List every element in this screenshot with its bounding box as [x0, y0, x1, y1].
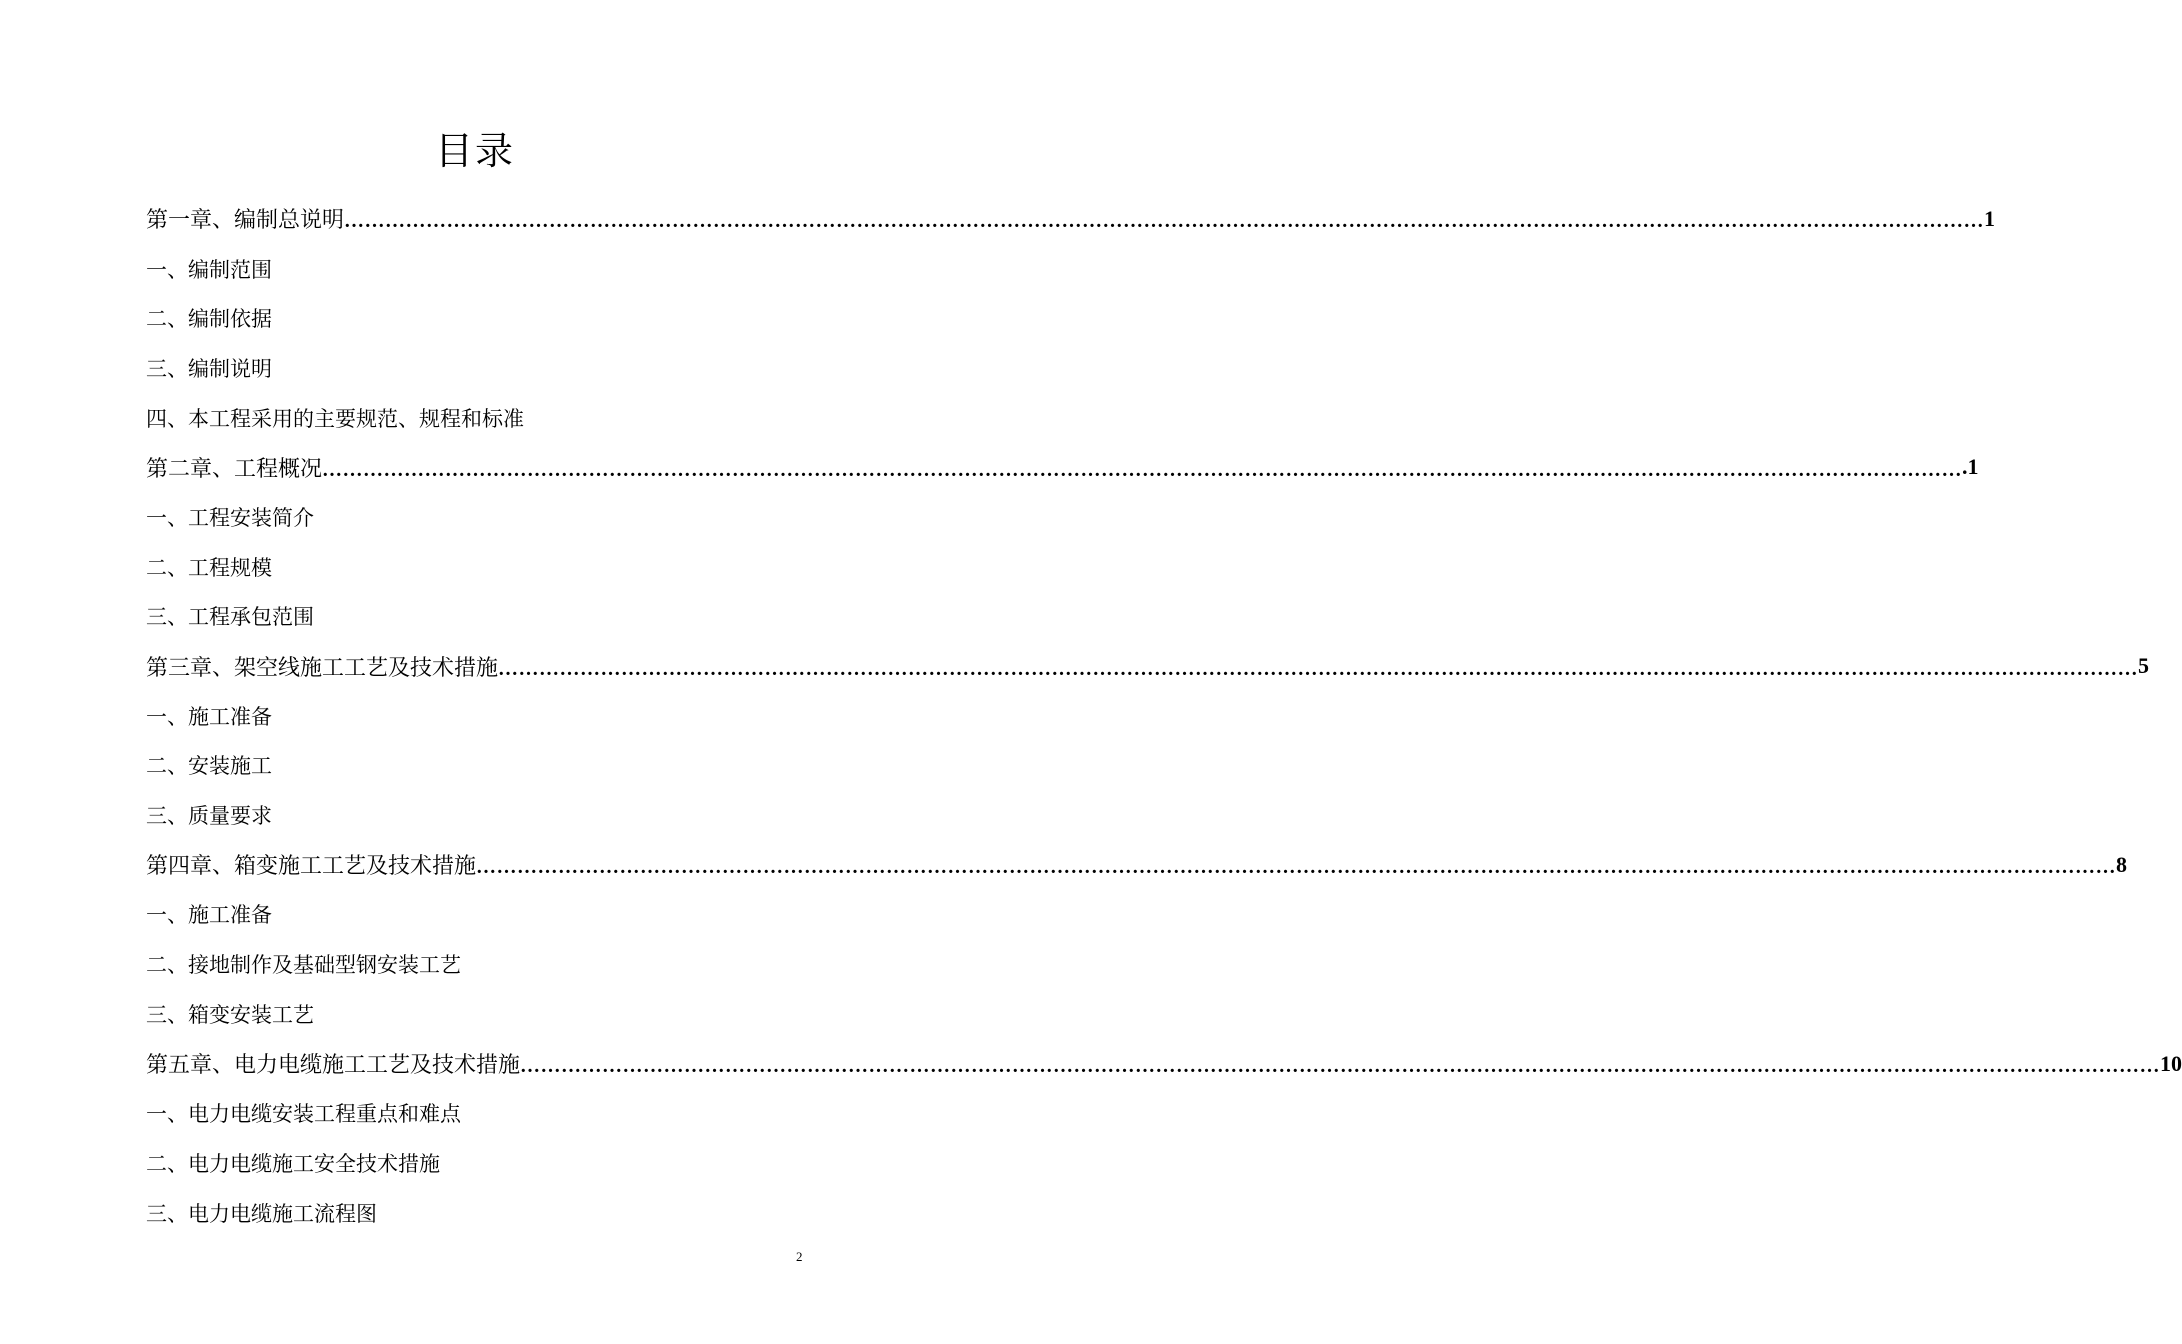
toc-entry-label: 一、施工准备 — [146, 704, 272, 729]
toc-section-entry — [146, 542, 806, 592]
table-of-contents — [146, 194, 2182, 1237]
toc-section-entry — [146, 592, 806, 642]
toc-entry-label: 二、安装施工 — [146, 754, 272, 779]
toc-entry-label: 一、编制范围 — [146, 257, 272, 282]
toc-entry-label: 二、接地制作及基础型钢安装工艺 — [146, 953, 461, 978]
toc-entry-label: 二、编制依据 — [146, 307, 272, 332]
toc-section-entry — [146, 1138, 806, 1188]
toc-section-entry — [146, 790, 806, 840]
toc-entry-label: 二、电力电缆施工安全技术措施 — [146, 1151, 440, 1176]
toc-chapter-entry — [146, 194, 1996, 244]
toc-section-entry — [146, 691, 806, 741]
toc-chapter-entry — [146, 641, 2150, 691]
toc-dot-leader: …………………………………………………………………………………………………………………………………………………………………………………………………………………… — [498, 657, 2139, 680]
toc-entry-label: 一、电力电缆安装工程重点和难点 — [146, 1102, 461, 1127]
toc-section-entry — [146, 343, 806, 393]
toc-entry-label: 三、箱变安装工艺 — [146, 1002, 314, 1027]
toc-chapter-entry — [146, 442, 1979, 492]
toc-entry-label: 一、工程安装简介 — [146, 505, 314, 530]
toc-section-entry — [146, 741, 806, 791]
toc-section-entry — [146, 1088, 806, 1138]
toc-dot-leader: …………………………………………………………………………………………………………………………………………………………………………………………………………………… — [476, 856, 2117, 879]
toc-entry-label: 三、电力电缆施工流程图 — [146, 1201, 377, 1226]
page-number: 2 — [796, 1249, 803, 1264]
toc-entry-label: 三、质量要求 — [146, 804, 272, 829]
toc-chapter-entry — [146, 1039, 2182, 1089]
toc-page-number: 10 — [2160, 1050, 2182, 1076]
toc-entry-label: 二、工程规模 — [146, 555, 272, 580]
toc-section-entry — [146, 492, 806, 542]
toc-section-entry — [146, 393, 806, 443]
toc-entry-label: 三、编制说明 — [146, 356, 272, 381]
toc-entry-label: 四、本工程采用的主要规范、规程和标准 — [146, 406, 524, 431]
toc-entry-label: 第五章、电力电缆施工工艺及技术措施 — [146, 1053, 521, 1079]
toc-section-entry — [146, 1188, 806, 1238]
toc-dot-leader: …………………………………………………………………………………………………………………………………………………………………………………………………………………… — [322, 458, 1963, 481]
toc-section-entry — [146, 293, 806, 343]
toc-dot-leader: …………………………………………………………………………………………………………………………………………………………………………………………………………………… — [344, 210, 1985, 233]
toc-entry-label: 第二章、工程概况 — [146, 456, 323, 482]
toc-page-number: 8 — [2116, 851, 2128, 877]
toc-page-number: 1 — [1984, 205, 1996, 231]
toc-section-entry — [146, 890, 806, 940]
toc-chapter-entry — [146, 840, 2128, 890]
toc-dot-leader: …………………………………………………………………………………………………………………………………………………………………………………………………………………… — [520, 1055, 2161, 1078]
toc-page-number: 5 — [2138, 653, 2150, 679]
toc-page-number: .1 — [1962, 454, 1979, 480]
toc-section-entry — [146, 939, 806, 989]
toc-entry-label: 第四章、箱变施工工艺及技术措施 — [146, 854, 477, 880]
page-title: 目录 — [434, 129, 515, 173]
toc-section-entry — [146, 244, 806, 294]
toc-entry-label: 三、工程承包范围 — [146, 605, 314, 630]
toc-entry-label: 第三章、架空线施工工艺及技术措施 — [146, 655, 499, 681]
toc-entry-label: 第一章、编制总说明 — [146, 208, 345, 234]
toc-entry-label: 一、施工准备 — [146, 903, 272, 928]
toc-section-entry — [146, 989, 806, 1039]
